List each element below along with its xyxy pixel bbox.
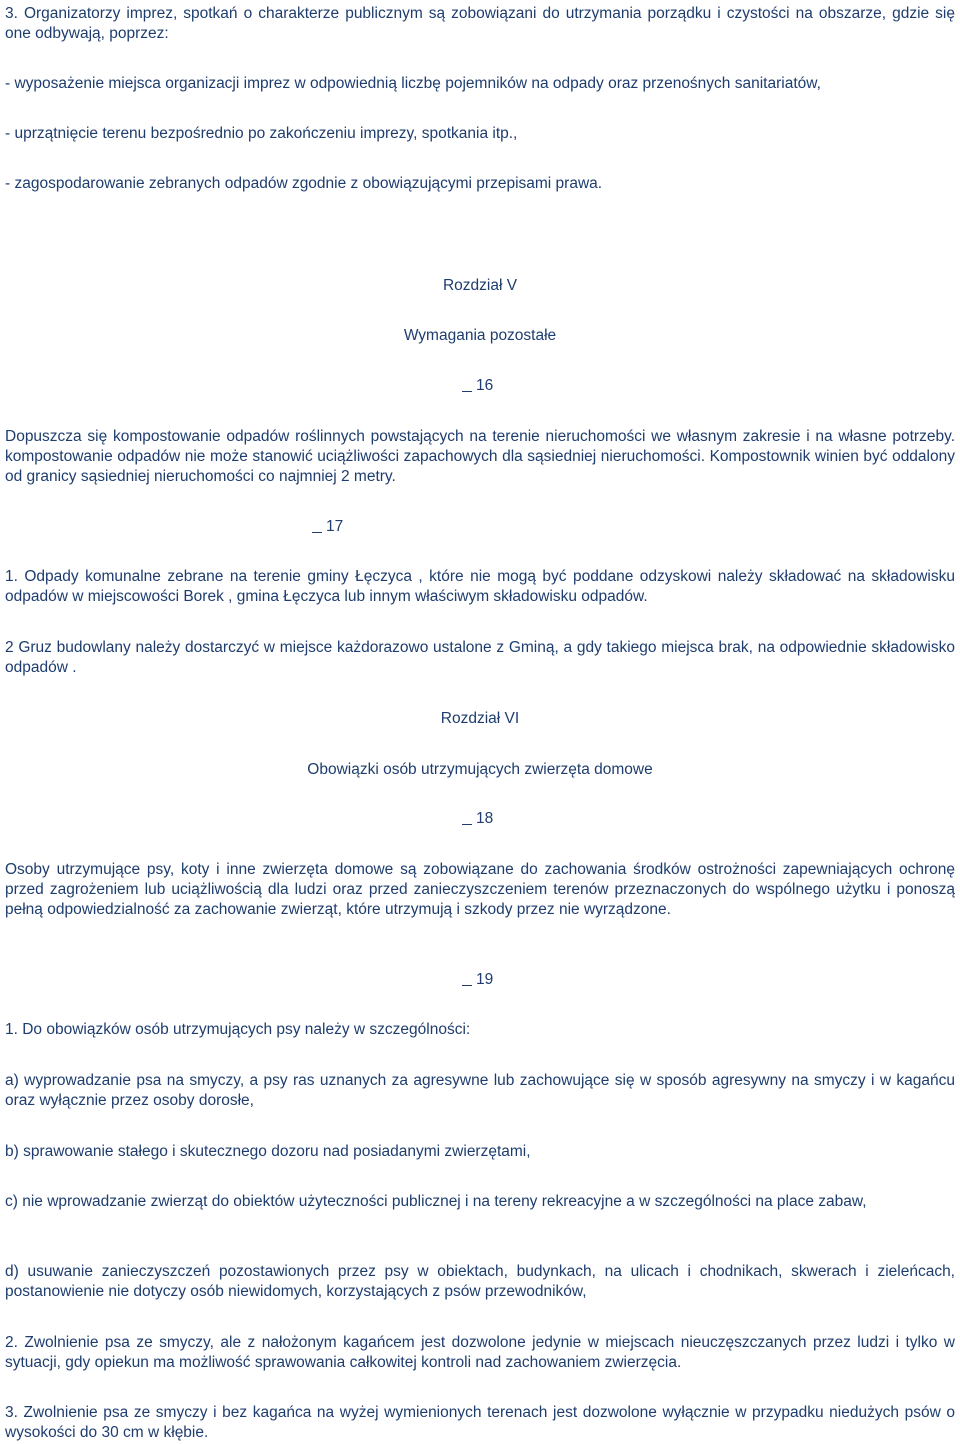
- chapter5-title: Wymagania pozostałe: [403, 327, 557, 344]
- paragraph-18-mark: [462, 809, 493, 829]
- paragraph-19-point-2: 2. Zwolnienie psa ze smyczy, ale z nałożonym kagańcem jest dozwolone jedynie w miejscach nieuczęszczanych przez ludzi i tylko w sytuacji, gdy opiekun ma możliwość sprawowania całkowitej kontroli nad zachowaniem zwierzęcia.: [5, 1334, 955, 1371]
- section3-item-3: - zagospodarowanie zebranych odpadów zgodnie z obowiązującymi przepisami prawa.: [5, 175, 603, 192]
- paragraph-19-point-1: 1. Do obowiązków osób utrzymujących psy należy w szczególności:: [5, 1021, 471, 1038]
- section-sign-icon: [312, 517, 326, 537]
- paragraph-16-text: Dopuszcza się kompostowanie odpadów roślinnych powstających na terenie nieruchomości we własnym zakresie i na własne potrzeby. kompostowanie odpadów nie może stanowić uciążliwości zapachowych dla sąsiedniej nieruchomości. Kompostownik winien być oddalony od granicy sąsiedniej nieruchomości co najmniej 2 metry.: [5, 428, 955, 485]
- chapter5-heading: Rozdział V: [442, 277, 518, 294]
- paragraph-19-item-b: b) sprawowanie stałego i skutecznego dozoru nad posiadanymi zwierzętami,: [5, 1143, 531, 1160]
- paragraph-19-item-d: d) usuwanie zanieczyszczeń pozostawionych przez psy w obiektach, budynkach, na ulicach i chodnikach, skwerach i zieleńcach, postanowienie nie dotyczy osób niewidomych, korzystających z psów przewodników,: [5, 1263, 955, 1300]
- paragraph-18-text: Osoby utrzymujące psy, koty i inne zwierzęta domowe są zobowiązane do zachowania środków ostrożności zapewniających ochronę przed zagrożeniem lub uciążliwością dla ludzi oraz przed zanieczyszczeniem terenów przeznaczonych do wspólnego użytku i ponoszą pełną odpowiedzialność za zachowanie zwierząt, które utrzymują i szkody przez nie wyrządzone.: [5, 861, 955, 918]
- section3-item-1: - wyposażenie miejsca organizacji imprez w odpowiednią liczbę pojemników na odpady oraz przenośnych sanitariatów,: [5, 75, 821, 92]
- paragraph-19-mark: [462, 970, 493, 990]
- paragraph-17-mark: [312, 517, 343, 537]
- section3-intro: 3. Organizatorzy imprez, spotkań o charakterze publicznym są zobowiązani do utrzymania porządku i czystości na obszarze, gdzie się one odbywają, poprzez:: [5, 5, 955, 42]
- paragraph-18-number: 18: [476, 810, 494, 827]
- section-sign-icon: [462, 376, 476, 396]
- paragraph-16-mark: [462, 376, 493, 396]
- paragraph-17-point-1: 1. Odpady komunalne zebrane na terenie gminy Łęczyca , które nie mogą być poddane odzyskowi należy składować na składowisku odpadów w miejscowości Borek , gmina Łęczyca lub innym właściwym składowisku odpadów.: [5, 568, 955, 605]
- section-sign-icon: [462, 970, 476, 990]
- paragraph-17-point-2: 2 Gruz budowlany należy dostarczyć w miejsce każdorazowo ustalone z Gminą, a gdy takiego miejsca brak, na odpowiednie składowisko odpadów .: [5, 639, 955, 676]
- chapter6-title: Obowiązki osób utrzymujących zwierzęta domowe: [307, 761, 653, 778]
- chapter6-heading: Rozdział VI: [440, 710, 520, 727]
- paragraph-19-item-a: a) wyprowadzanie psa na smyczy, a psy ras uznanych za agresywne lub zachowujące się w sposób agresywny na smyczy i w kagańcu oraz wyłącznie przez osoby dorosłe,: [5, 1072, 955, 1109]
- paragraph-16-number: 16: [476, 377, 494, 394]
- paragraph-19-point-3: 3. Zwolnienie psa ze smyczy i bez kagańca na wyżej wymienionych terenach jest dozwolone wyłącznie w przypadku niedużych psów o wysokości do 30 cm w kłębie.: [5, 1404, 955, 1441]
- paragraph-19-number: 19: [476, 971, 494, 988]
- section3-item-2: - uprzątnięcie terenu bezpośrednio po zakończeniu imprezy, spotkania itp.,: [5, 125, 518, 142]
- section-sign-icon: [462, 809, 476, 829]
- paragraph-19-item-c: c) nie wprowadzanie zwierząt do obiektów użyteczności publicznej i na tereny rekreacyjne a w szczególności na place zabaw,: [5, 1193, 867, 1210]
- paragraph-17-number: 17: [326, 518, 344, 535]
